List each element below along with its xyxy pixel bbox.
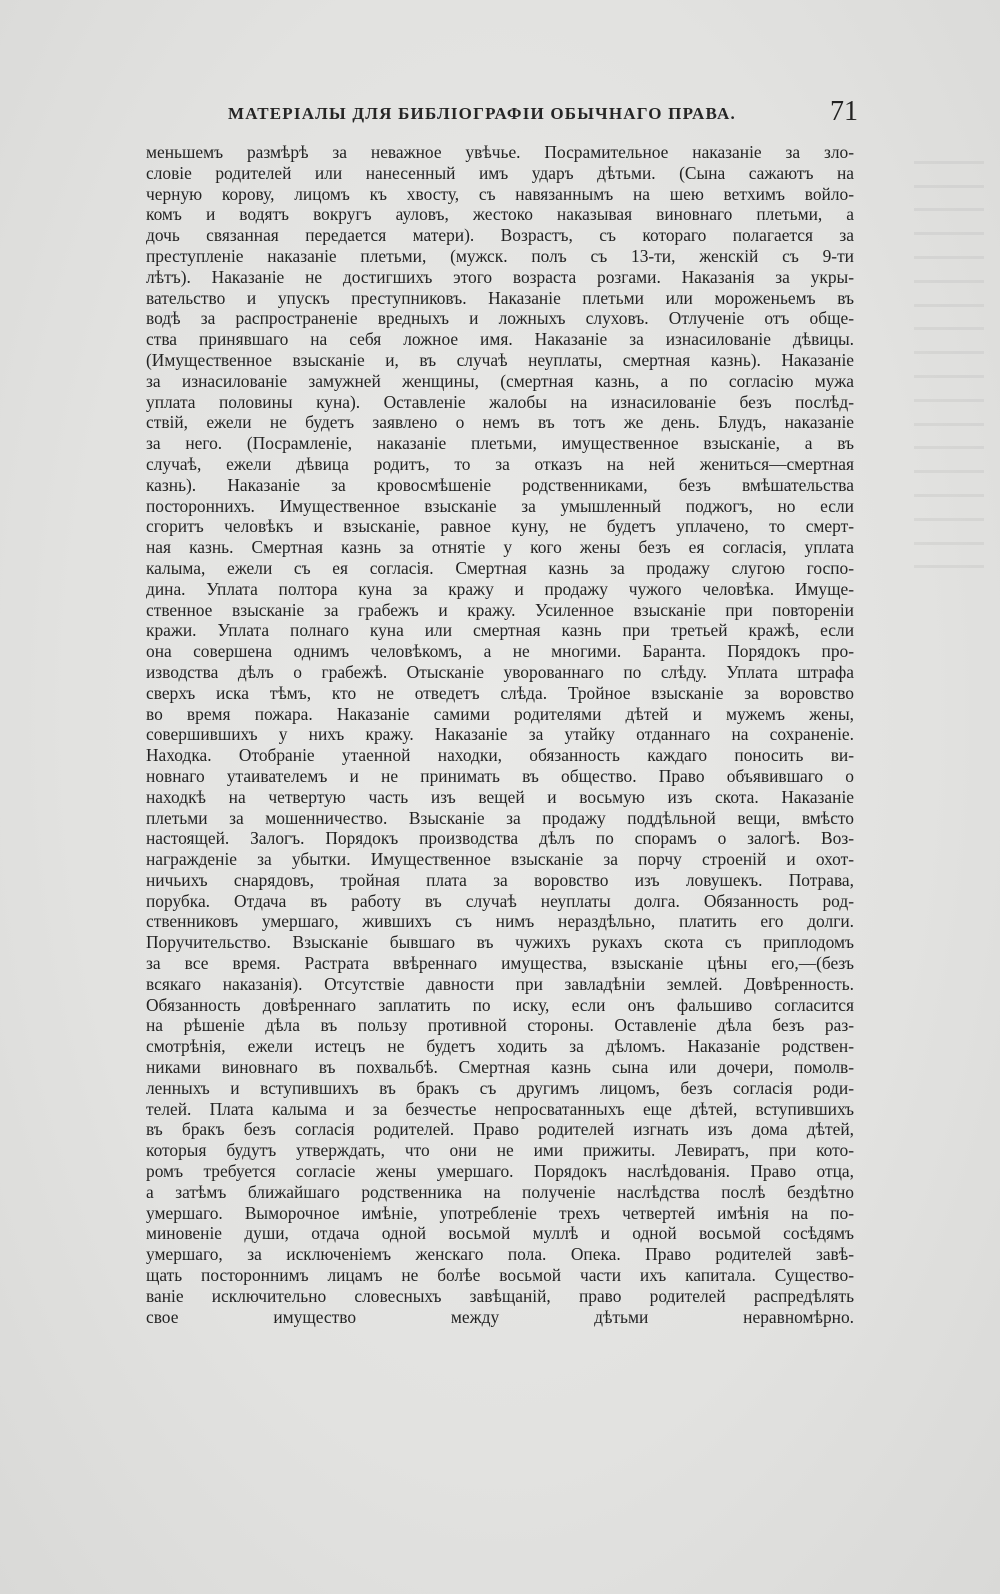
text-line: уплата половины куна). Оставленiе жалобы на изнасилованiе безъ послѣд- xyxy=(146,391,854,412)
text-line: водѣ за распространенiе вредныхъ и ложныхъ слуховъ. Отлученiе отъ обще- xyxy=(146,308,854,329)
text-line: а затѣмъ ближайшаго родственника на полученiе наслѣдства послѣ бездѣтно xyxy=(146,1181,854,1202)
text-line: казнь). Наказанiе за кровосмѣшенiе родственниками, безъ вмѣшательства xyxy=(146,474,854,495)
text-line: въ бракъ безъ согласiя родителей. Право родителей изгнать изъ дома дѣтей, xyxy=(146,1119,854,1140)
text-line: (Имущественное взысканiе и, въ случаѣ неуплаты, смертная казнь). Наказанiе xyxy=(146,349,854,370)
text-line: награжденiе за убытки. Имущественное взысканiе за порчу строенiй и охот- xyxy=(146,849,854,870)
text-line: ствiй, ежели не будетъ заявлено о немъ въ тотъ же день. Блудъ, наказанiе xyxy=(146,412,854,433)
text-line: сверхъ иска тѣмъ, кто не отведетъ слѣда. Тройное взысканiе за воровство xyxy=(146,682,854,703)
text-line: ственниковъ умершаго, жившихъ съ нимъ нераздѣльно, платить его долги. xyxy=(146,911,854,932)
text-line: случаѣ, ежели дѣвица родитъ, то за отказъ на ней жениться—смертная xyxy=(146,453,854,474)
running-title: МАТЕРIАЛЫ ДЛЯ БИБЛIОГРАФIИ ОБЫЧНАГО ПРАВА. xyxy=(228,104,736,123)
text-line: за него. (Посрамленiе, наказанiе плетьми, имущественное взысканiе, а въ xyxy=(146,433,854,454)
text-line: за все время. Растрата ввѣреннаго имущества, взысканiе цѣны его,—(безъ xyxy=(146,953,854,974)
text-line: телей. Плата калыма и за безчестье непросватанныхъ еще дѣтей, вступившихъ xyxy=(146,1098,854,1119)
text-line: ванiе исключительно словесныхъ завѣщанiй, право родителей распредѣлять xyxy=(146,1285,854,1306)
text-line: плетьми за мошенничество. Взысканiе за продажу поддѣльной вещи, вмѣсто xyxy=(146,807,854,828)
text-line: новнаго утаивателемъ и не принимать въ общество. Право объявившаго о xyxy=(146,765,854,786)
text-line xyxy=(146,1327,854,1348)
text-line: изводства дѣлъ о грабежѣ. Отысканiе уворованнаго по слѣду. Уплата штрафа xyxy=(146,661,854,682)
body-text xyxy=(146,142,854,1348)
text-line: дина. Уплата полтора куна за кражу и продажу чужого человѣка. Имуще- xyxy=(146,578,854,599)
text-line: вательство и упускъ преступниковъ. Наказанiе плетьми или мороженьемъ въ xyxy=(146,287,854,308)
text-line: которыя будутъ утверждать, что они не ими прижиты. Левиратъ, при кото- xyxy=(146,1140,854,1161)
text-line: всякаго наказанiя). Отсутствiе давности при завладѣнiи землей. Довѣренность. xyxy=(146,973,854,994)
text-line: ная казнь. Смертная казнь за отнятiе у кого жены безъ ея согласiя, уплата xyxy=(146,537,854,558)
text-line: кражи. Уплата полнаго куна или смертная казнь при третьей кражѣ, если xyxy=(146,620,854,641)
text-line: она совершена однимъ человѣкомъ, а не многими. Баранта. Порядокъ про- xyxy=(146,641,854,662)
text-line: Поручительство. Взысканiе бывшаго въ чужихъ рукахъ скота съ приплодомъ xyxy=(146,932,854,953)
text-line: никами виновнаго въ похвальбѣ. Смертная казнь сына или дочери, помолв- xyxy=(146,1057,854,1078)
text-line: свое имущество между дѣтьми неравномѣрно. xyxy=(146,1306,854,1327)
text-line: черную корову, лицомъ къ хвосту, съ навязаннымъ на шею ветхимъ войло- xyxy=(146,183,854,204)
text-line: умершаго. Выморочное имѣнiе, употребленiе трехъ четвертей имѣнiя на по- xyxy=(146,1202,854,1223)
text-line: ромъ требуется согласiе жены умершаго. Порядокъ наслѣдованiя. Право отца, xyxy=(146,1161,854,1182)
page-number: 71 xyxy=(830,96,858,127)
show-through-text xyxy=(890,140,1000,1470)
text-line: смотрѣнiя, ежели истецъ не будетъ ходить за дѣломъ. Наказанiе родствен- xyxy=(146,1036,854,1057)
text-line: Находка. Отобранiе утаенной находки, обязанность каждаго поносить ви- xyxy=(146,745,854,766)
text-line: калыма, ежели съ ея согласiя. Смертная казнь за продажу слугою госпо- xyxy=(146,557,854,578)
text-line: во время пожара. Наказанiе самими родителями дѣтей и мужемъ жены, xyxy=(146,703,854,724)
text-line: находкѣ на четвертую часть изъ вещей и восьмую изъ скота. Наказанiе xyxy=(146,786,854,807)
text-line: ленныхъ и вступившихъ въ бракъ съ другимъ лицомъ, безъ согласiя роди- xyxy=(146,1077,854,1098)
text-line: лѣтъ). Наказанiе не достигшихъ этого возраста розгами. Наказанiя за укры- xyxy=(146,266,854,287)
text-line: порубка. Отдача въ работу въ случаѣ неуплаты долга. Обязанность род- xyxy=(146,890,854,911)
text-line: миновенiе души, отдача одной восьмой муллѣ и одной восьмой сосѣдямъ xyxy=(146,1223,854,1244)
text-line: ственное взысканiе за грабежъ и кражу. Усиленное взысканiе при повторенiи xyxy=(146,599,854,620)
text-line: меньшемъ размѣрѣ за неважное увѣчье. Посрамительное наказанiе за зло- xyxy=(146,142,854,162)
text-line: Обязанность довѣреннаго заплатить по иску, если онъ фальшиво согласится xyxy=(146,994,854,1015)
text-line: сгоритъ человѣкъ и взысканiе, равное куну, не будетъ уплачено, то смерт- xyxy=(146,516,854,537)
text-line: щать постороннимъ лицамъ не болѣе восьмой части ихъ капитала. Существо- xyxy=(146,1265,854,1286)
page-header xyxy=(148,98,858,130)
text-line: умершаго, за исключенiемъ женскаго пола. Опека. Право родителей завѣ- xyxy=(146,1244,854,1265)
text-line: ничьихъ снарядовъ, тройная плата за воровство изъ ловушекъ. Потрава, xyxy=(146,869,854,890)
text-line: настоящей. Залогъ. Порядокъ производства дѣлъ по спорамъ о залогѣ. Воз- xyxy=(146,828,854,849)
text-line: преступленiе наказанiе плетьми, (мужск. полъ съ 13-ти, женскiй съ 9-ти xyxy=(146,245,854,266)
text-line: совершившихъ у нихъ кражу. Наказанiе за утайку отданнаго на сохраненiе. xyxy=(146,724,854,745)
text-line: дочь связанная передается матери). Возрастъ, съ котораго полагается за xyxy=(146,225,854,246)
text-line: словiе родителей или нанесенный имъ ударъ дѣтьми. (Сына сажаютъ на xyxy=(146,162,854,183)
text-line: ства принявшаго на себя ложное имя. Наказанiе за изнасилованiе дѣвицы. xyxy=(146,329,854,350)
text-line: постороннихъ. Имущественное взысканiе за умышленный поджогъ, но если xyxy=(146,495,854,516)
text-line: на рѣшенiе дѣла въ пользу противной стороны. Оставленiе дѣла безъ раз- xyxy=(146,1015,854,1036)
text-line: за изнасилованiе замужней женщины, (смертная казнь, а по согласiю мужа xyxy=(146,370,854,391)
text-line: комъ и водятъ вокругъ ауловъ, жестоко наказывая виновнаго плетьми, а xyxy=(146,204,854,225)
